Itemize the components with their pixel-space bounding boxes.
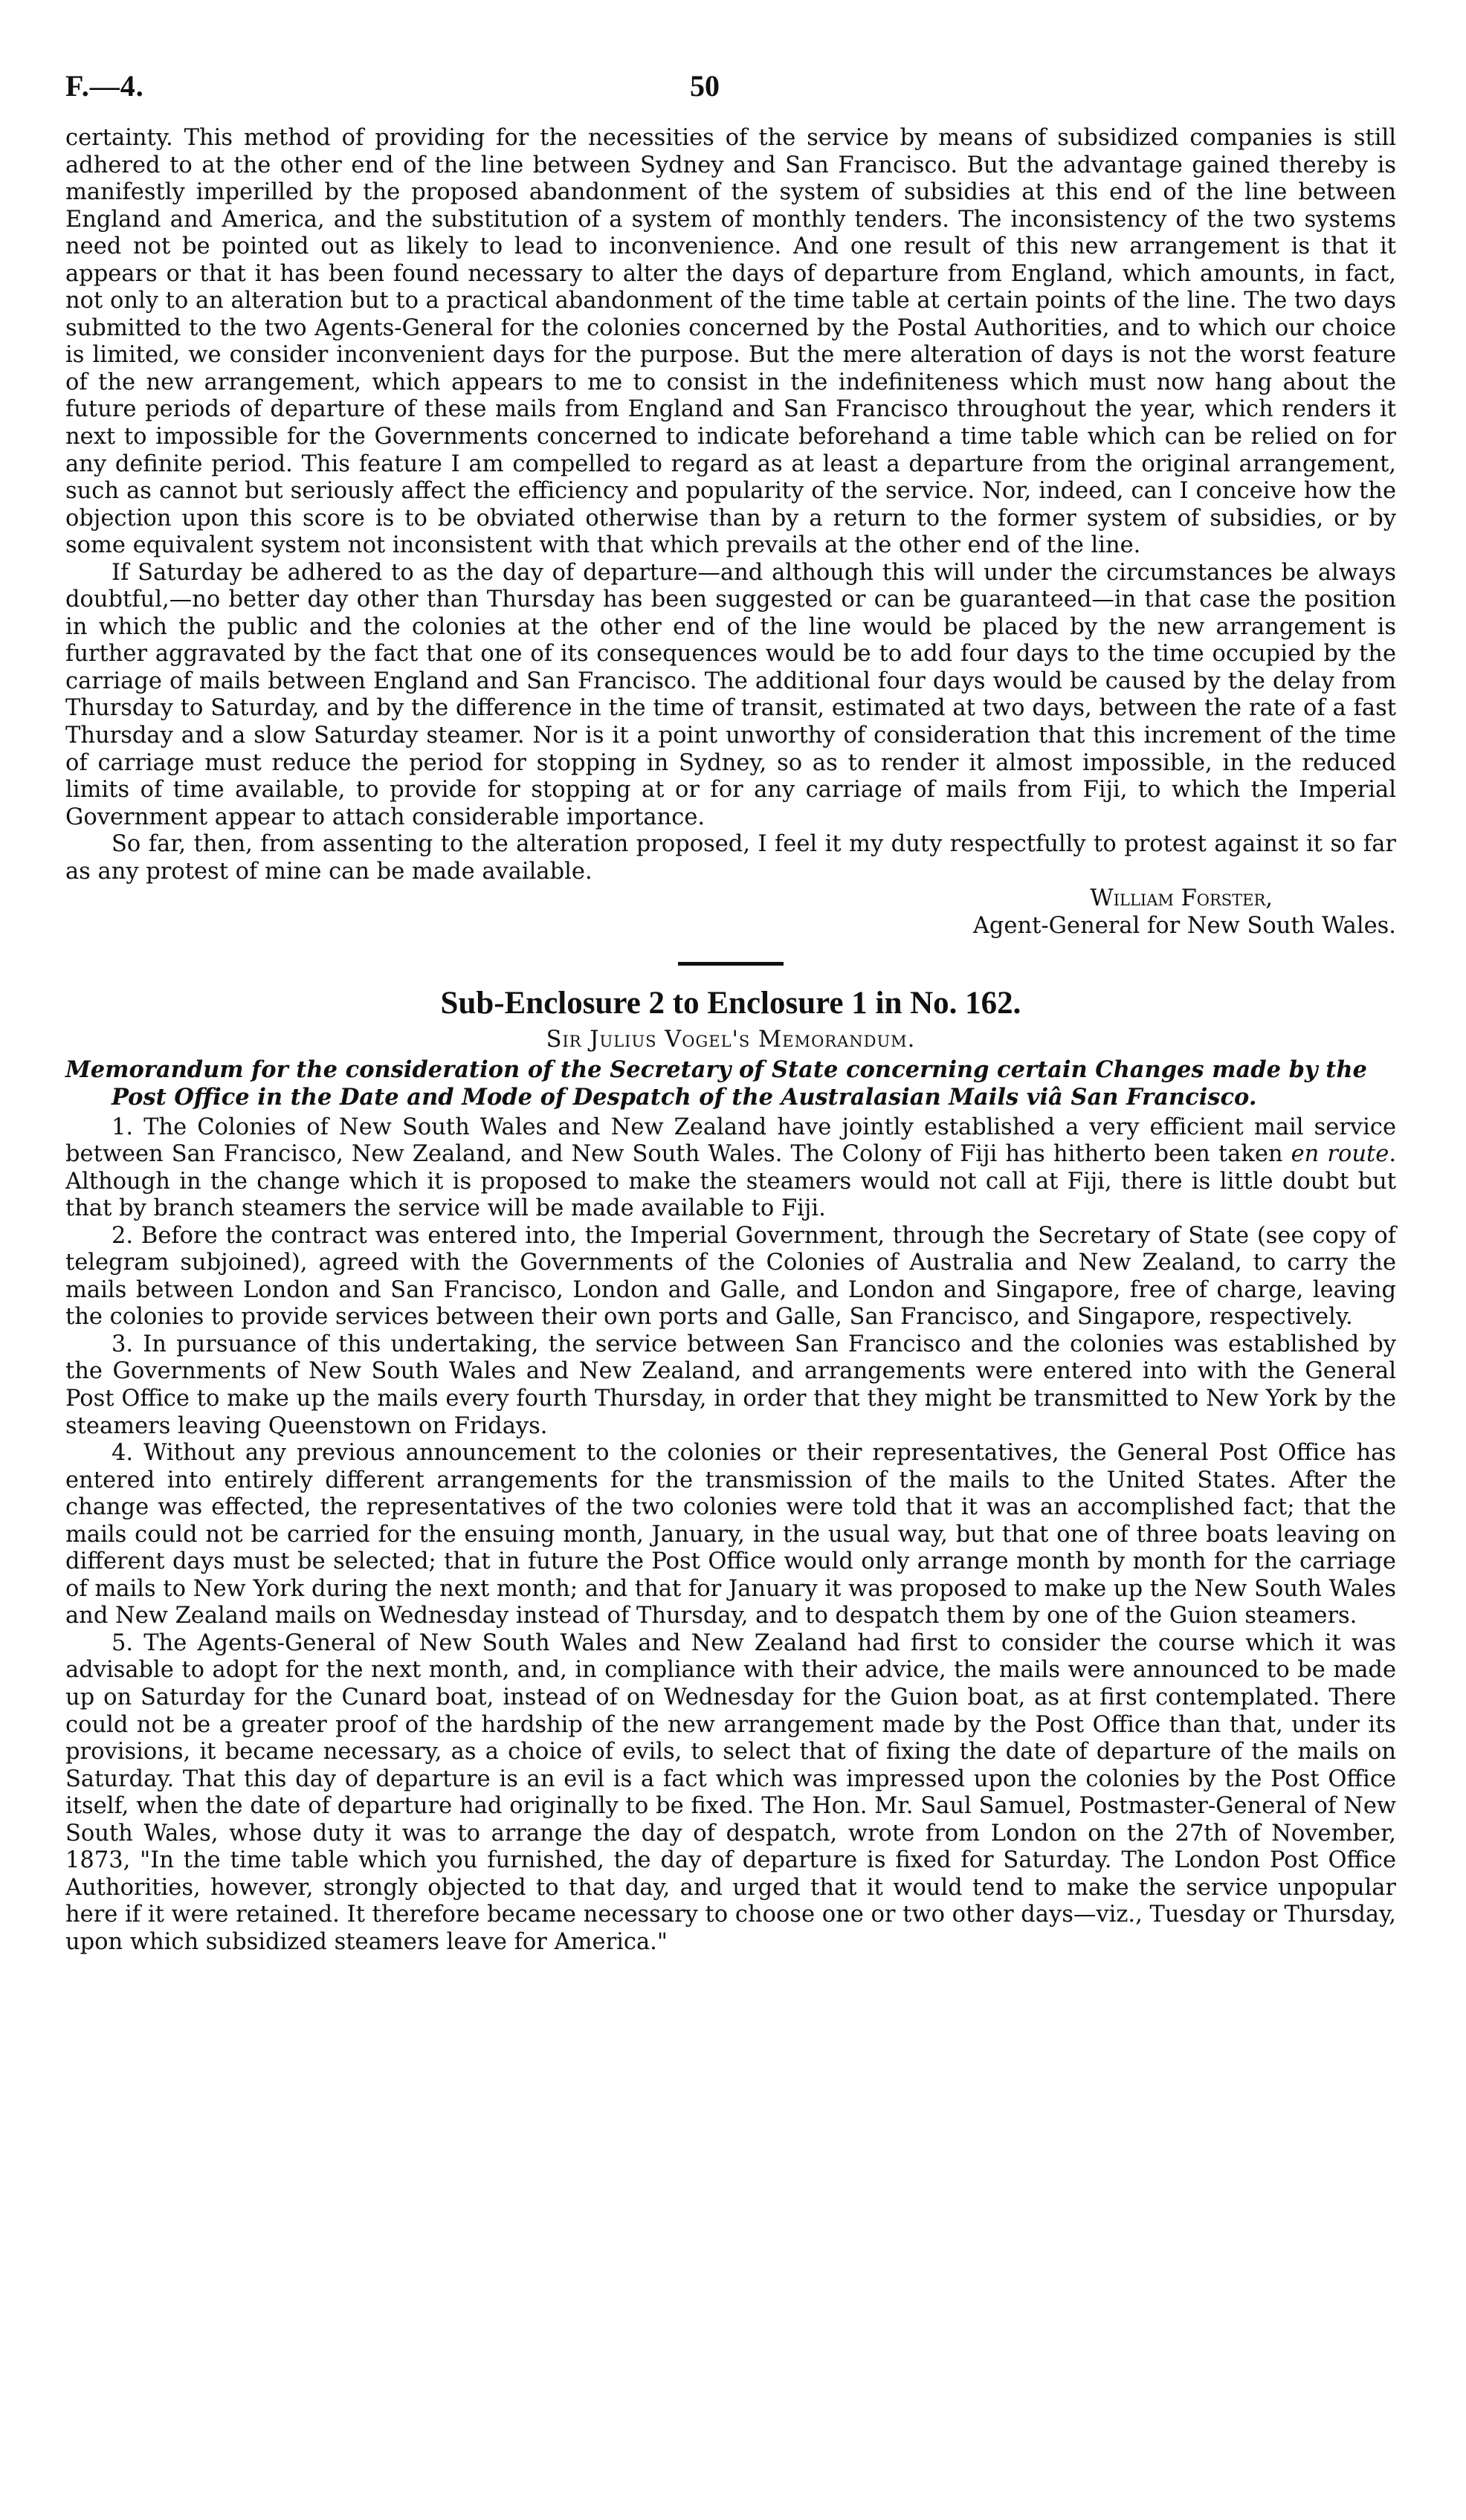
letter-continuation <box>65 125 1396 885</box>
memorandum-paragraph <box>65 1331 1396 1440</box>
document-reference: F.—4. <box>65 69 144 103</box>
paragraph-italic: en route <box>1291 1141 1389 1168</box>
memorandum-paragraph <box>65 1114 1396 1223</box>
section-divider <box>678 962 784 966</box>
document-page <box>65 68 1396 1956</box>
sub-enclosure-title: Sub-Enclosure 2 to Enclosure 1 in No. 162. <box>440 986 1021 1021</box>
page-header <box>65 68 1396 113</box>
signatory-title: Agent-General for New South Wales. <box>972 912 1396 939</box>
sub-enclosure-subtitle: Sir Julius Vogel's Memorandum. <box>546 1027 916 1053</box>
paragraph-text: 2. Before the contract was entered into, the Imperial Government, through the Secretary of State (see copy of telegram subjoined), agreed with the Governments of the Colonies of Australia and New Zealand, to carry the mails between London and San Francisco, London and Galle, and London and Singapore, free of charge, leaving the colonies to provide services between their own ports and Galle, San Francisco, and Singapore, respectively. <box>65 1222 1396 1331</box>
paragraph-text: 4. Without any previous announcement to the colonies or their representatives, the General Post Office has entered into entirely different arrangements for the transmission of the mails to the United States. After the change was effected, the representatives of the two colonies were told that it was an accomplished fact; that the mails could not be carried for the ensuing month, January, in the usual way, but that one of three boats leaving on different days must be selected; that in future the Post Office would only arrange month by month for the carriage of mails to New York during the next month; and that for January it was proposed to make up the New South Wales and New Zealand mails on Wednesday instead of Thursday, and to despatch them by one of the Guion steamers. <box>65 1440 1396 1629</box>
paragraph-text: 1. The Colonies of New South Wales and New Zealand have jointly established a very efficient mail service between San Francisco, New Zealand, and New South Wales. The Colony of Fiji has hitherto been taken <box>65 1114 1396 1168</box>
memorandum-paragraph <box>65 1223 1396 1331</box>
memorandum-paragraph <box>65 1440 1396 1630</box>
memorandum-title-line: Post Office in the Date and Mode of Despatch of the Australasian Mails viâ San Francisco. <box>112 1083 1257 1111</box>
memorandum-title-line: Memorandum for the consideration of the Secretary of State concerning certain Changes made by the <box>65 1056 1367 1084</box>
paragraph: certainty. This method of providing for the necessities of the service by means of subsidized companies is still adhered to at the other end of the line between Sydney and San Francisco. But the advantage gained thereby is manifestly imperilled by the proposed abandonment of the system of subsidies at this end of the line between England and America, and the substitution of a system of monthly tenders. The inconsistency of the two systems need not be pointed out as likely to lead to inconvenience. And one result of this new arrangement is that it appears or that it has been found necessary to alter the days of departure from England, which amounts, in fact, not only to an alteration but to a practical abandonment of the time table at certain points of the line. The two days submitted to the two Agents-General for the colonies concerned by the Postal Authorities, and to which our choice is limited, we consider inconvenient days for the purpose. But the mere alteration of days is not the worst feature of the new arrangement, which appears to me to consist in the indefiniteness which must now hang about the future periods of departure of these mails from England and San Francisco throughout the year, which renders it next to impossible for the Governments concerned to indicate beforehand a time table which can be relied on for any definite period. This feature I am compelled to regard as at least a departure from the original arrangement, such as cannot but seriously affect the efficiency and popularity of the service. Nor, indeed, can I conceive how the objection upon this score is to be obviated otherwise than by a return to the former system of subsidies, or by some equivalent system not inconsistent with that which prevails at the other end of the line. <box>65 125 1396 559</box>
paragraph-text: . Although in the change which it is proposed to make the steamers would not call at Fiji, there is little doubt but that by branch steamers the service will be made available to Fiji. <box>65 1141 1397 1222</box>
memorandum-title <box>65 1056 1396 1111</box>
paragraph-text: 5. The Agents-General of New South Wales and New Zealand had first to consider the course which it was advisable to adopt for the next month, and, in compliance with their advice, the mails were announced to be made up on Saturday for the Cunard boat, instead of on Wednesday for the Guion boat, as at first contemplated. There could not be a greater proof of the hardship of the new arrangement made by the Post Office than that, under its provisions, it became necessary, as a choice of evils, to select that of fixing the date of departure of the mails on Saturday. That this day of departure is an evil is a fact which was impressed upon the colonies by the Post Office itself, when the date of departure had originally to be fixed. The Hon. Mr. Saul Samuel, Postmaster-General of New South Wales, whose duty it was to arrange the day of despatch, wrote from London on the 27th of November, 1873, "In the time table which you furnished, the day of departure is fixed for Saturday. The London Post Office Authorities, however, strongly objected to that day, and urged that it would tend to make the service unpopular here if it were retained. It therefore became necessary to choose one or two other days—viz., Tuesday or Thursday, upon which subsidized steamers leave for America." <box>65 1629 1396 1955</box>
paragraph: If Saturday be adhered to as the day of departure—and although this will under the circumstances be always doubtful,—no better day other than Thursday has been suggested or can be guaranteed—in that case the position in which the public and the colonies at the other end of the line would be placed by the new arrangement is further aggravated by the fact that one of its consequences would be to add four days to the time occupied by the carriage of mails between England and San Francisco. The additional four days would be caused by the delay from Thursday to Saturday, and by the difference in the time of transit, estimated at two days, between the rate of a fast Thursday and a slow Saturday steamer. Nor is it a point unworthy of consideration that this increment of the time of carriage must reduce the period for stopping in Sydney, so as to render it almost impossible, in the reduced limits of time available, to provide for stopping at or for any carriage of mails from Fiji, to which the Imperial Government appear to attach considerable importance. <box>65 559 1396 830</box>
signature-block <box>65 885 1396 940</box>
memorandum-body <box>65 1114 1396 1957</box>
memorandum-paragraph <box>65 1630 1396 1957</box>
paragraph: So far, then, from assenting to the alteration proposed, I feel it my duty respectfully to protest against it so far as any protest of mine can be made available. <box>65 831 1396 885</box>
signatory-name: William Forster, <box>1090 885 1273 912</box>
paragraph-text: 3. In pursuance of this undertaking, the service between San Francisco and the colonies was established by the Governments of New South Wales and New Zealand, and arrangements were entered into with the General Post Office to make up the mails every fourth Thursday, in order that they might be transmitted to New York by the steamers leaving Queenstown on Fridays. <box>65 1331 1396 1439</box>
page-number: 50 <box>690 69 720 103</box>
